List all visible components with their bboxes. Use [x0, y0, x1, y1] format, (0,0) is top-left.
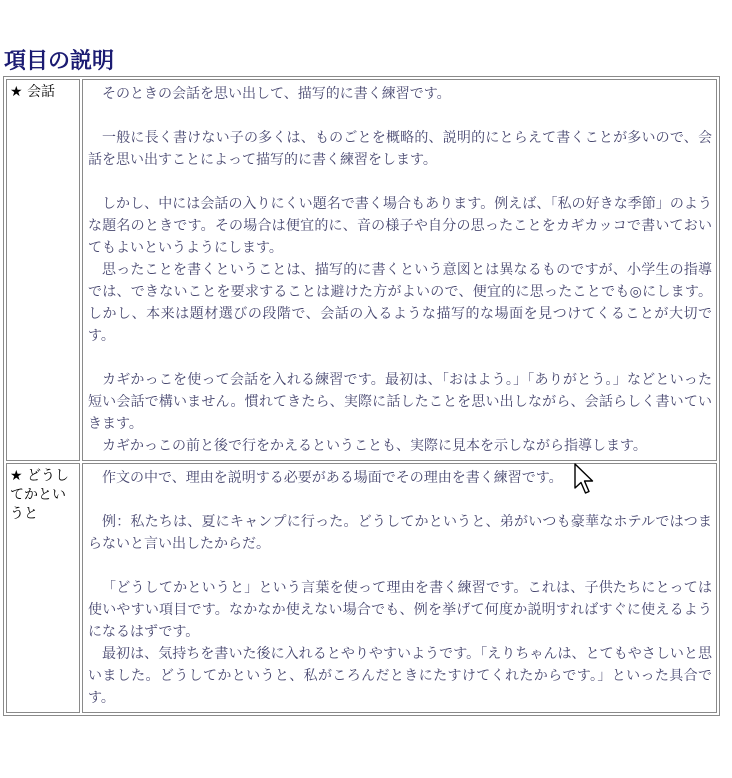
- paragraph-gap: [88, 555, 712, 577]
- paragraph: カギかっこを使って会話を入れる練習です。最初は、「おはよう。」「ありがとう。」などといった短い会話で構いません。慣れてきたら、実際に話したことを思い出しながら、会話らしく書いていきます。: [88, 372, 712, 432]
- paragraph-gap: [88, 171, 712, 193]
- item-label-kaiwa: ★ 会話: [6, 79, 80, 461]
- paragraph-gap: [88, 105, 712, 127]
- paragraph-gap: [88, 347, 712, 369]
- paragraph: カギかっこの前と後で行をかえるということも、実際に見本を示しながら指導します。: [102, 438, 647, 454]
- page-title: 項目の説明: [4, 48, 115, 74]
- paragraph: そのときの会話を思い出して、描写的に書く練習です。: [102, 86, 451, 102]
- table-row: [6, 463, 717, 713]
- paragraph: 最初は、気持ちを書いた後に入れるとやりやすいようです。「えりちゃんは、とてもやさしいと思いました。どうしてかというと、私がころんだときにたすけてくれたからです。」といった具合です。: [88, 646, 712, 706]
- mouse-pointer-icon: [574, 463, 594, 495]
- item-description-kaiwa: [82, 79, 717, 461]
- paragraph: 一般に長く書けない子の多くは、ものごとを概略的、説明的にとらえて書くことが多いので、会話を思い出すことによって描写的に書く練習をします。: [88, 130, 712, 168]
- paragraph-gap: [88, 489, 712, 511]
- paragraph: しかし、中には会話の入りにくい題名で書く場合もあります。例えば、「私の好きな季節」のような題名のときです。その場合は便宜的に、音の様子や自分の思ったことをカギカッコで書いておいてもよいというようにします。: [88, 196, 712, 256]
- paragraph: 例：私たちは、夏にキャンプに行った。どうしてかというと、弟がいつも豪華なホテルではつまらないと言い出したからだ。: [88, 514, 712, 552]
- table-row: [6, 79, 717, 461]
- paragraph: 「どうしてかというと」という言葉を使って理由を書く練習です。これは、子供たちにとっては使いやすい項目です。なかなか使えない場合でも、例を挙げて何度か説明すればすぐに使えるようになるはずです。: [88, 580, 712, 640]
- item-label-doushitekatoiuto: ★ どうしてかというと: [6, 463, 80, 713]
- paragraph: 作文の中で、理由を説明する必要がある場面でその理由を書く練習です。: [102, 470, 563, 486]
- items-table: [3, 76, 720, 716]
- item-description-doushitekatoiuto: [82, 463, 717, 713]
- paragraph: 思ったことを書くということは、描写的に書くという意図とは異なるものですが、小学生の指導では、できないことを要求することは避けた方がよいので、便宜的に思ったことでも◎にします。しかし、本来は題材選びの段階で、会話の入るような描写的な場面を見つけてくることが大切です。: [88, 262, 712, 344]
